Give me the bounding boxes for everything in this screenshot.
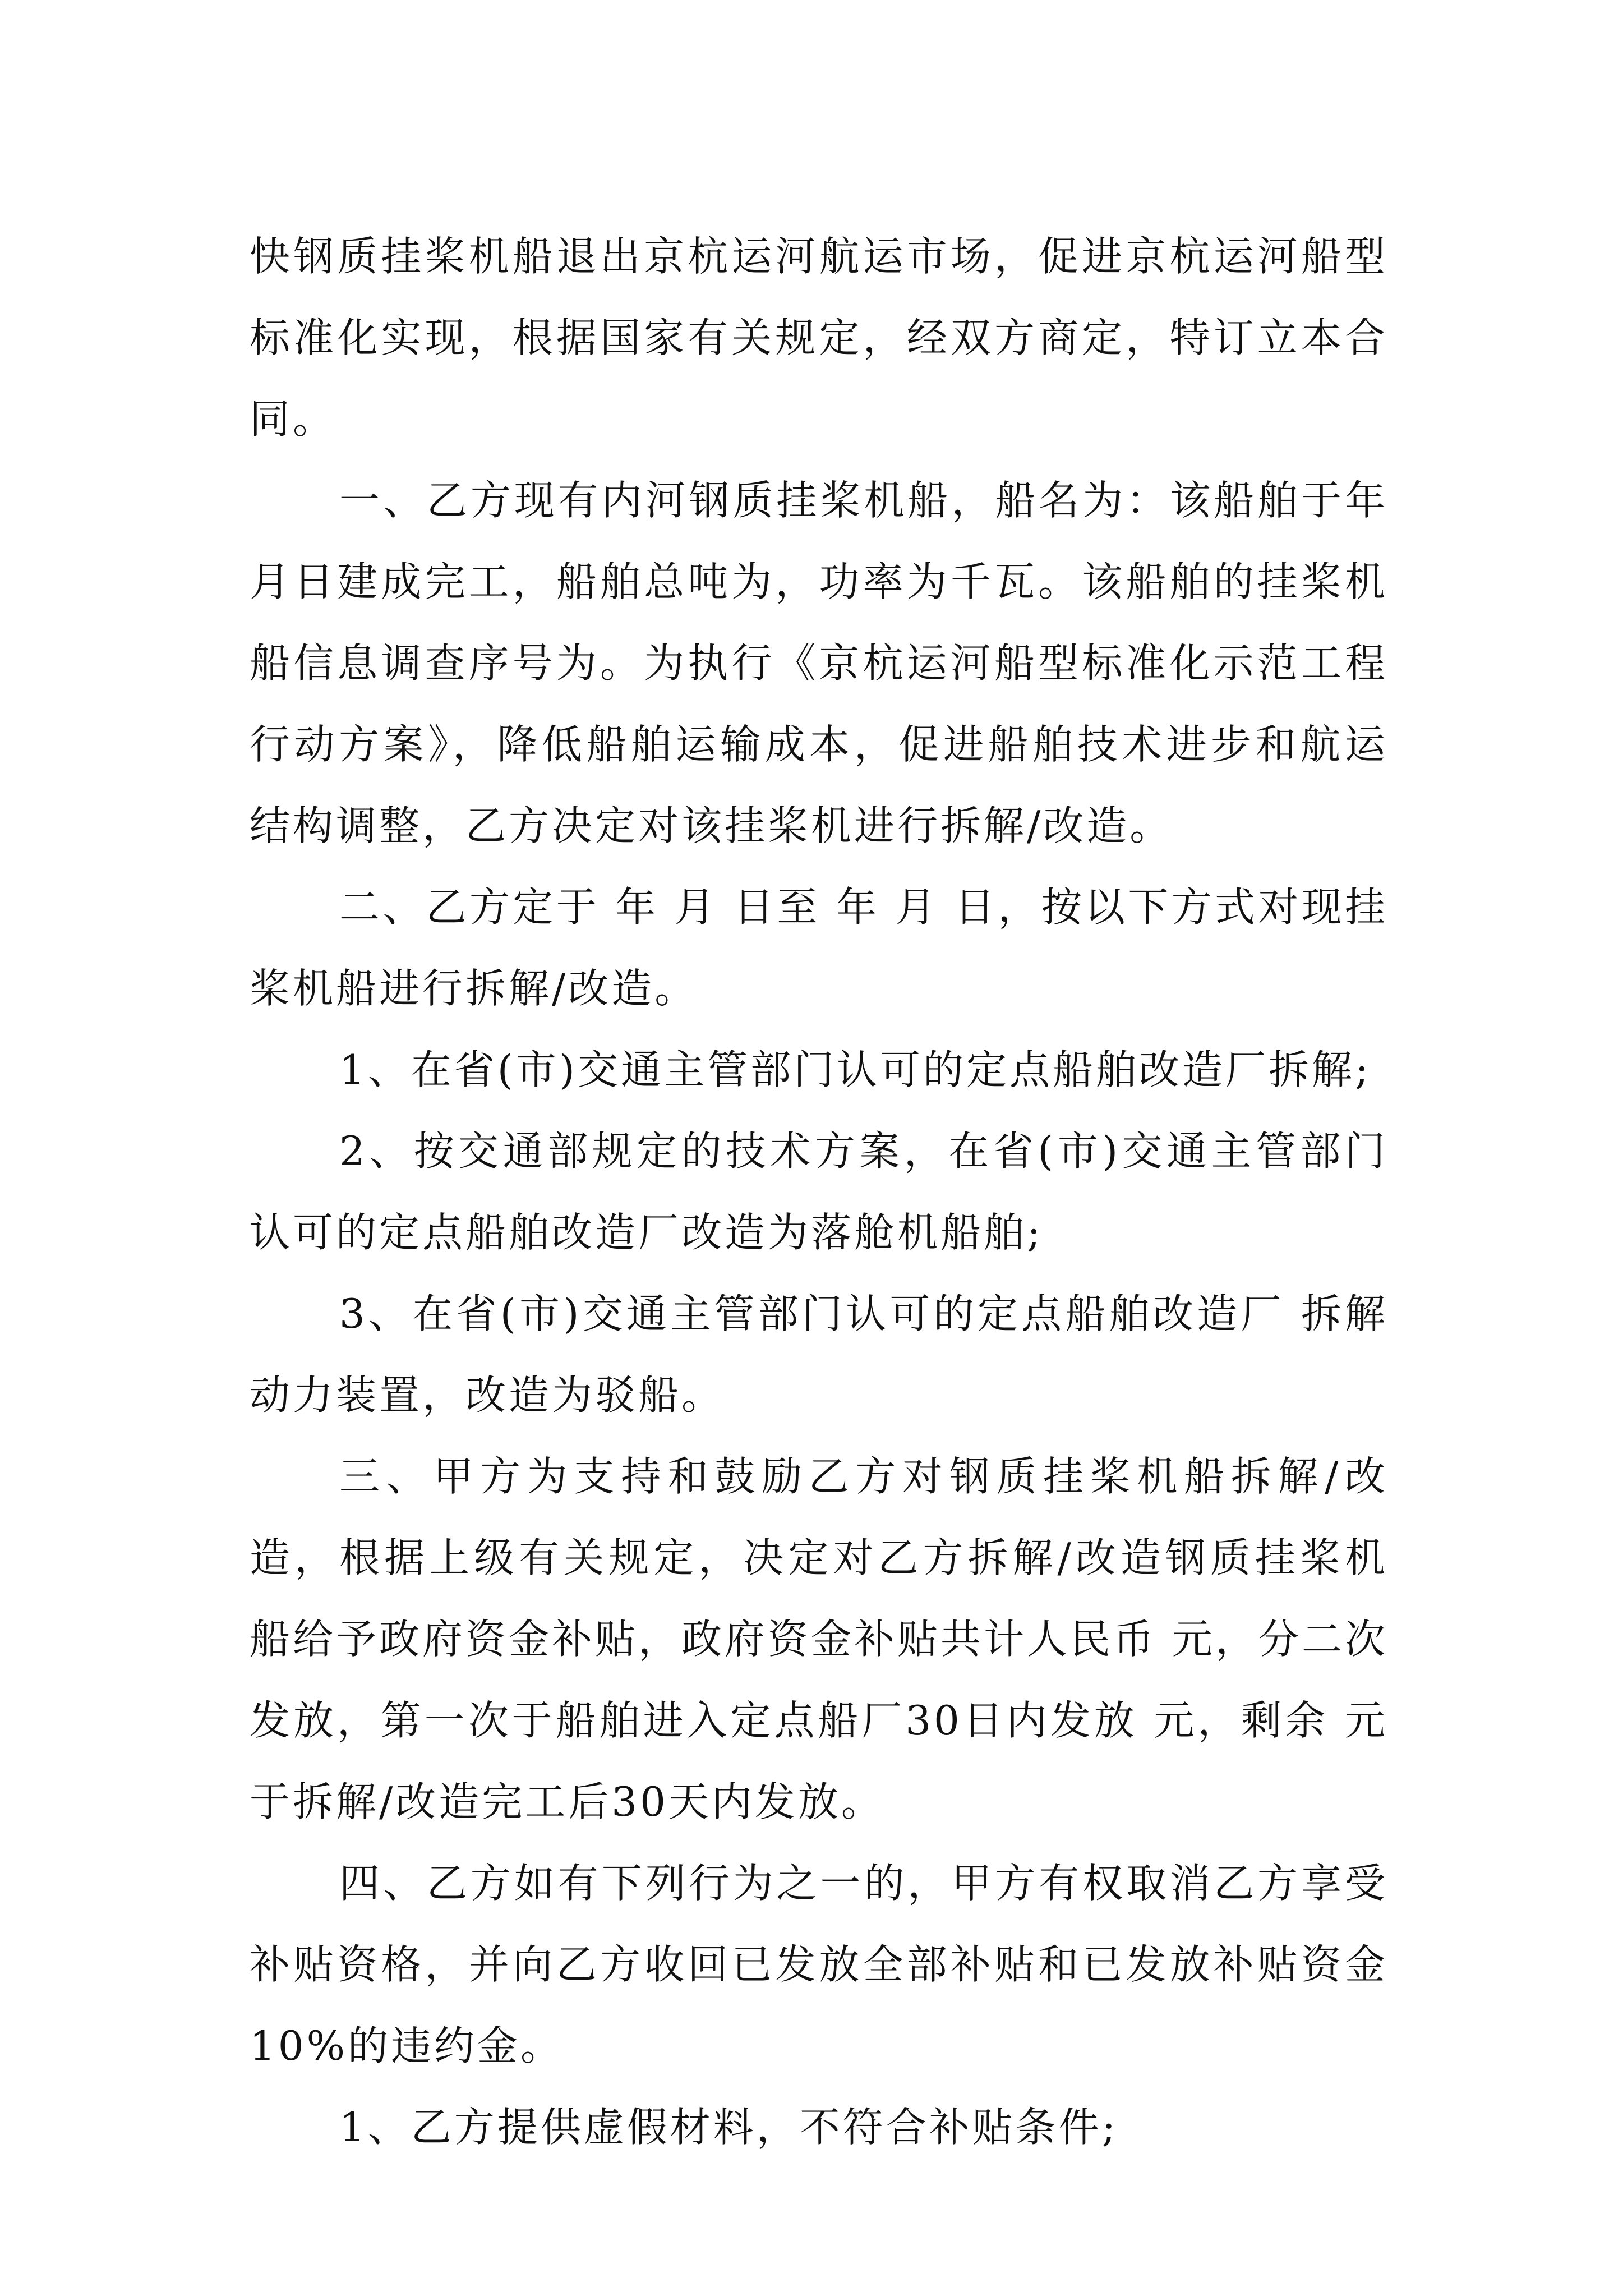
paragraph-clause-2-item-2: 2、按交通部规定的技术方案，在省(市)交通主管部门认可的定点船舶改造厂改造为落舱机船舶; bbox=[250, 1128, 1388, 1256]
paragraph-clause-2-item-1: 1、在省(市)交通主管部门认可的定点船舶改造厂拆解; bbox=[339, 1046, 1372, 1093]
document-body bbox=[250, 216, 1388, 2168]
paragraph-intro-continuation: 快钢质挂桨机船退出京杭运河航运市场，促进京杭运河船型标准化实现，根据国家有关规定，经双方商定，特订立本合同。 bbox=[250, 233, 1388, 443]
paragraph-clause-1: 一、乙方现有内河钢质挂桨机船，船名为：该船舶于年月日建成完工，船舶总吨为，功率为千瓦。该船舶的挂桨机船信息调查序号为。为执行《京杭运河船型标准化示范工程行动方案》，降低船舶运输成本，促进船舶技术进步和航运结构调整，乙方决定对该挂桨机进行拆解/改造。 bbox=[250, 477, 1388, 849]
paragraph-clause-2-item-3: 3、在省(市)交通主管部门认可的定点船舶改造厂 拆解动力装置，改造为驳船。 bbox=[250, 1290, 1388, 1419]
paragraph-clause-3: 三、甲方为支持和鼓励乙方对钢质挂桨机船拆解/改造，根据上级有关规定，决定对乙方拆解/改造钢质挂桨机船给予政府资金补贴，政府资金补贴共计人民币 元，分二次发放，第一次于船舶进入定点船厂30日内发放 元，剩余 元于拆解/改造完工后30天内发放。 bbox=[250, 1453, 1388, 1825]
paragraph-clause-4: 四、乙方如有下列行为之一的，甲方有权取消乙方享受补贴资格，并向乙方收回已发放全部补贴和已发放补贴资金10%的违约金。 bbox=[250, 1860, 1388, 2069]
paragraph-clause-4-item-1: 1、乙方提供虚假材料，不符合补贴条件; bbox=[339, 2104, 1119, 2151]
paragraph-clause-2: 二、乙方定于 年 月 日至 年 月 日，按以下方式对现挂桨机船进行拆解/改造。 bbox=[250, 884, 1388, 1012]
